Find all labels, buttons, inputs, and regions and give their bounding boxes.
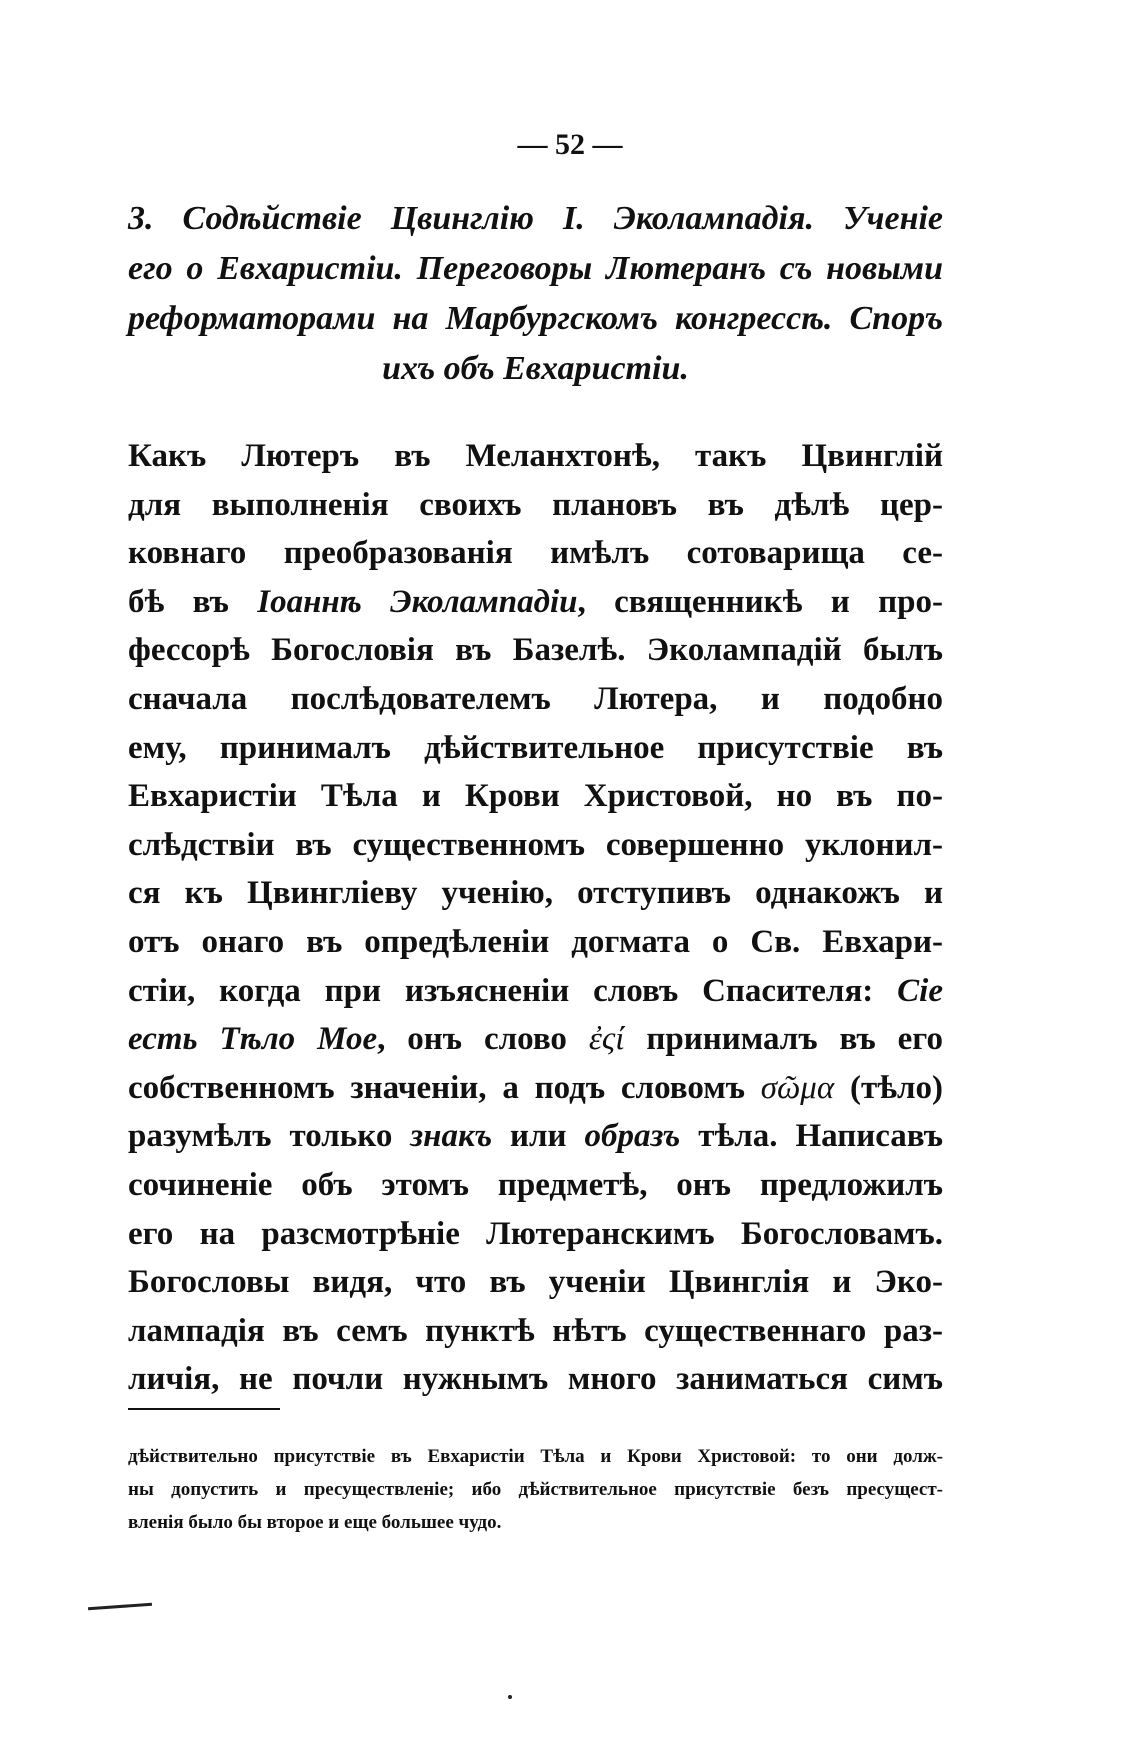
body-line xyxy=(128,529,943,578)
italic-text: Сіе xyxy=(897,972,943,1009)
body-line xyxy=(128,578,943,627)
footnote xyxy=(128,1440,943,1539)
heading-line: ихъ объ Евхаристіи. xyxy=(382,350,689,387)
body-line xyxy=(128,1307,943,1356)
body-line xyxy=(128,626,943,675)
body-line xyxy=(128,1355,943,1404)
greek-word: σῶμα xyxy=(760,1069,835,1106)
body-text-segment: личія, не почли нужнымъ много заниматься симъ xyxy=(128,1361,943,1398)
body-line xyxy=(128,724,943,773)
body-line xyxy=(128,821,943,870)
body-line xyxy=(128,869,943,918)
body-text-segment: Евхаристіи Тѣла и Крови Христовой, но въ по- xyxy=(128,778,943,815)
italic-text: знакъ xyxy=(410,1118,493,1155)
ink-stroke-mark xyxy=(88,1603,152,1610)
heading-line: реформаторами на Марбургскомъ конгрессѣ. Споръ xyxy=(128,300,943,337)
footnote-line: ны допустить и пресуществленіе; ибо дѣйствительное присутствіе безъ пресущест- xyxy=(128,1479,943,1500)
body-text-segment: бѣ въ xyxy=(128,583,258,620)
italic-text: Іоаннѣ Эколампадіи xyxy=(257,583,578,620)
body-text-segment: слѣдствіи въ существенномъ совершенно уклонил- xyxy=(128,826,943,863)
body-text-segment: Богословы видя, что въ ученіи Цвинглія и Эко- xyxy=(128,1264,943,1301)
body-line xyxy=(128,1112,943,1161)
body-text-segment: или xyxy=(492,1118,585,1155)
body-text xyxy=(128,432,943,1404)
body-text-segment: стіи, когда при изъясненіи словъ Спасителя: xyxy=(128,972,898,1009)
ink-dot-mark xyxy=(508,1695,512,1699)
body-text-segment: принималъ въ его xyxy=(624,1021,943,1058)
body-text-segment: собственномъ значеніи, а подъ словомъ xyxy=(128,1069,761,1106)
body-line xyxy=(128,481,943,530)
body-text-segment: отъ онаго въ опредѣленіи догмата о Св. Евхари- xyxy=(128,923,943,960)
footnote-line: дѣйствительно присутствіе въ Евхаристіи Тѣла и Крови Христовой: то они долж- xyxy=(128,1446,943,1467)
body-line xyxy=(128,967,943,1016)
body-line xyxy=(128,1064,943,1113)
section-heading xyxy=(128,194,943,394)
body-text-segment: разумѣлъ только xyxy=(128,1118,411,1155)
body-text-segment: (тѣло) xyxy=(834,1069,944,1106)
body-text-segment: ся къ Цвингліеву ученію, отступивъ однакожъ и xyxy=(128,875,943,912)
italic-text: есть Тѣло Мое xyxy=(128,1021,378,1058)
footnote-divider xyxy=(128,1408,280,1410)
body-line xyxy=(128,432,943,481)
footnote-line: вленія было бы второе и еще большее чудо. xyxy=(128,1512,502,1533)
body-line xyxy=(128,1161,943,1210)
heading-line: его о Евхаристіи. Переговоры Лютеранъ съ новыми xyxy=(128,250,943,287)
italic-text: образъ xyxy=(584,1118,681,1155)
body-text-segment: Какъ Лютеръ въ Меланхтонѣ, такъ Цвинглій xyxy=(128,438,943,474)
body-line xyxy=(128,675,943,724)
heading-line: 3. Содѣйствіе Цвинглію I. Эколампадія. Ученіе xyxy=(128,200,943,237)
body-line xyxy=(128,918,943,967)
body-line xyxy=(128,1258,943,1307)
page-number: — 52 — xyxy=(517,128,623,161)
body-text-segment: фессорѣ Богословія въ Базелѣ. Эколампадій былъ xyxy=(128,632,943,669)
body-text-segment: его на разсмотрѣніе Лютеранскимъ Богословамъ. xyxy=(128,1215,943,1252)
greek-word: ἐςί xyxy=(588,1021,625,1058)
body-text-segment: сочиненіе объ этомъ предметѣ, онъ предложилъ xyxy=(128,1166,943,1203)
body-line xyxy=(128,1015,943,1064)
body-text-segment: , священникѣ и про- xyxy=(577,583,943,620)
body-text-segment: ему, принималъ дѣйствительное присутствіе въ xyxy=(128,729,943,766)
body-text-segment: сначала послѣдователемъ Лютера, и подобно xyxy=(128,680,943,717)
body-line xyxy=(128,772,943,821)
body-text-segment: для выполненія своихъ плановъ въ дѣлѣ цер- xyxy=(128,486,943,523)
body-text-segment: лампадія въ семъ пунктѣ нѣтъ существеннаго раз- xyxy=(128,1312,943,1349)
body-text-segment: , онъ слово xyxy=(377,1021,589,1058)
body-line xyxy=(128,1210,943,1259)
body-text-segment: ковнаго преобразованія имѣлъ сотоварища се- xyxy=(128,535,943,572)
body-text-segment: тѣла. Написавъ xyxy=(680,1118,944,1155)
